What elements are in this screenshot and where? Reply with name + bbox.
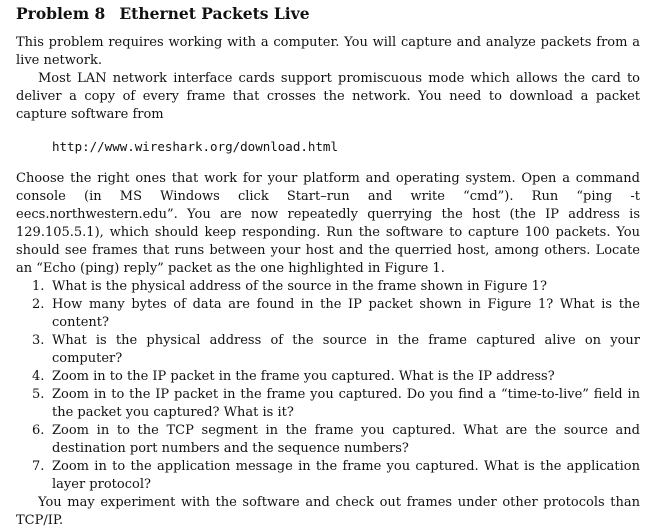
question-text: Zoom in to the IP packet in the frame you captured. Do you find a “time-to-live” field in the packet you captured? What is it? (52, 387, 640, 420)
intro-paragraph-2: Most LAN network interface cards support promiscuous mode which allows the card to deliver a copy of every frame that crosses the network. You need to download a packet capture software from (16, 71, 640, 122)
question-list (16, 278, 640, 494)
question-number: 4. (32, 369, 45, 384)
question-item (16, 458, 640, 494)
problem-heading (16, 4, 640, 24)
closing-paragraph: You may experiment with the software and check out frames under other protocols than TCP/IP. (16, 495, 640, 528)
question-text: What is the physical address of the source in the frame captured alive on your computer? (52, 333, 640, 366)
question-text: Zoom in to the TCP segment in the frame you captured. What are the source and destination port numbers and the sequence numbers? (52, 423, 640, 456)
question-number: 6. (32, 423, 45, 438)
intro-paragraph-1: This problem requires working with a computer. You will capture and analyze packets from a live network. (16, 35, 640, 68)
instructions-paragraph: Choose the right ones that work for your platform and operating system. Open a command console (in MS Windows click Start–run and write “cmd”). Run “ping -t eecs.northwestern.edu”. You are now repeatedly querrying the host (the IP address is 129.105.5.1), which should keep responding. Run the software to capture 100 packets. You should see frames that runs between your host and the querried host, among others. Locate an “Echo (ping) reply” packet as the one highlighted in Figure 1. (16, 171, 640, 276)
question-item (16, 368, 640, 386)
question-text: Zoom in to the IP packet in the frame you captured. What is the IP address? (52, 369, 555, 384)
question-item (16, 296, 640, 332)
question-number: 7. (32, 459, 45, 474)
problem-number: Problem 8 (16, 4, 106, 23)
question-item (16, 332, 640, 368)
problem-document (16, 4, 640, 530)
question-text: How many bytes of data are found in the IP packet shown in Figure 1? What is the content? (52, 297, 640, 330)
question-item (16, 422, 640, 458)
download-url: http://www.wireshark.org/download.html (52, 139, 338, 154)
question-item (16, 386, 640, 422)
question-number: 3. (32, 333, 45, 348)
question-number: 2. (32, 297, 45, 312)
question-text: What is the physical address of the source in the frame shown in Figure 1? (52, 279, 547, 294)
question-text: Zoom in to the application message in the frame you captured. What is the application layer protocol? (52, 459, 640, 492)
question-number: 5. (32, 387, 45, 402)
problem-title: Ethernet Packets Live (119, 4, 310, 23)
question-item (16, 278, 640, 296)
question-number: 1. (32, 279, 45, 294)
